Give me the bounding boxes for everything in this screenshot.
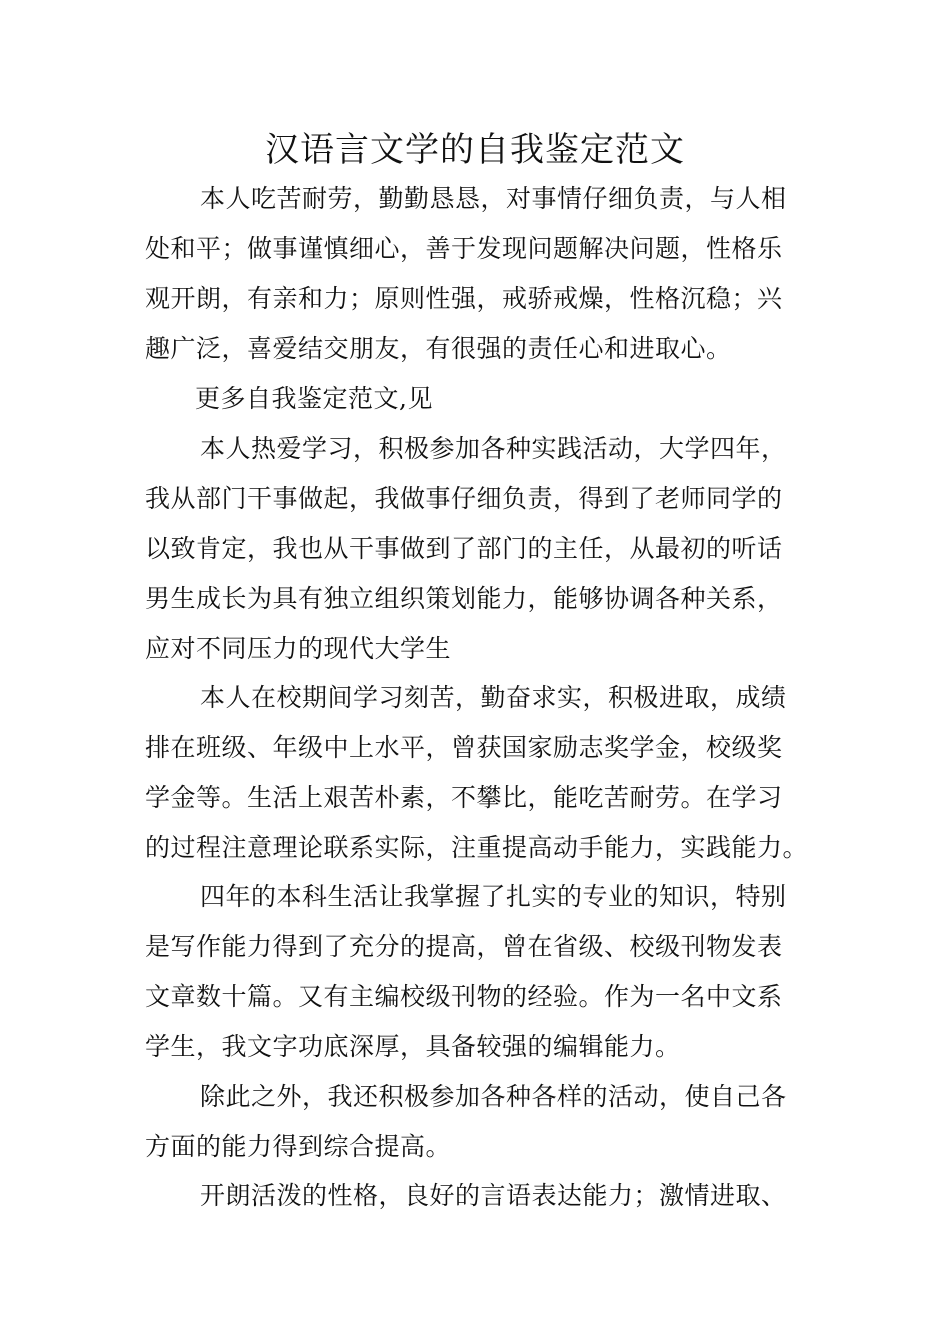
document-title: 汉语言文学的自我鉴定范文 — [265, 130, 685, 170]
text-line: 处和平；做事谨慎细心，善于发现问题解决问题，性格乐 — [145, 234, 783, 263]
text-line: 本人热爱学习，积极参加各种实践活动，大学四年， — [200, 434, 787, 463]
text-line: 文章数十篇。又有主编校级刊物的经验。作为一名中文系 — [145, 982, 783, 1011]
text-line: 男生成长为具有独立组织策划能力，能够协调各种关系， — [145, 584, 783, 613]
text-line: 趣广泛，喜爱结交朋友，有很强的责任心和进取心。 — [145, 334, 732, 363]
text-line: 排在班级、年级中上水平，曾获国家励志奖学金，校级奖 — [145, 733, 783, 762]
text-line: 更多自我鉴定范文,见 — [195, 384, 433, 413]
text-line: 本人在校期间学习刻苦，勤奋求实，积极进取，成绩 — [200, 683, 787, 712]
text-line: 本人吃苦耐劳，勤勤恳恳，对事情仔细负责，与人相 — [200, 184, 787, 213]
text-line: 学金等。生活上艰苦朴素，不攀比，能吃苦耐劳。在学习 — [145, 783, 783, 812]
text-line: 我从部门干事做起，我做事仔细负责，得到了老师同学的 — [145, 484, 783, 513]
text-line: 除此之外，我还积极参加各种各样的活动，使自己各 — [200, 1082, 787, 1111]
text-line: 观开朗，有亲和力；原则性强，戒骄戒燥，性格沉稳；兴 — [145, 284, 783, 313]
text-line: 开朗活泼的性格，良好的言语表达能力；激情进取、 — [200, 1181, 787, 1210]
text-line: 学生，我文字功底深厚，具备较强的编辑能力。 — [145, 1032, 681, 1061]
text-line: 是写作能力得到了充分的提高，曾在省级、校级刊物发表 — [145, 932, 783, 961]
text-line: 以致肯定，我也从干事做到了部门的主任，从最初的听话 — [145, 534, 783, 563]
text-line: 应对不同压力的现代大学生 — [145, 634, 452, 663]
text-line: 的过程注意理论联系实际，注重提高动手能力，实践能力。 — [145, 833, 809, 862]
text-line: 方面的能力得到综合提高。 — [145, 1132, 452, 1161]
text-line: 四年的本科生活让我掌握了扎实的专业的知识，特别 — [200, 882, 787, 911]
